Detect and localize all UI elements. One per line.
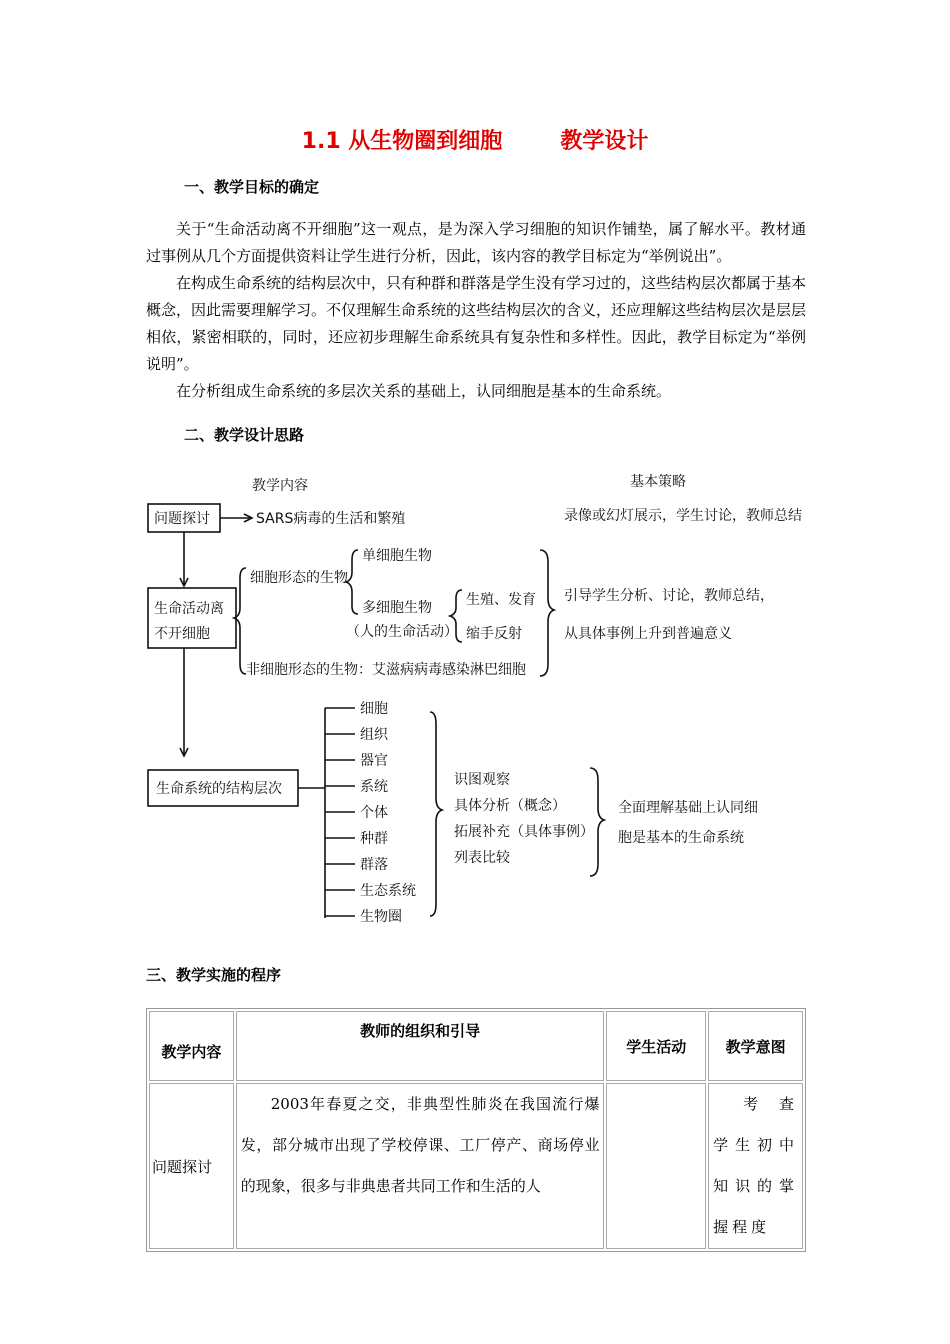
paragraph: 关于“生命活动离不开细胞”这一观点，是为深入学习细胞的知识作铺垫，属了解水平。教材通过事例从几个方面提供资料让学生进行分析，因此，该内容的教学目标定为“举例说出”。 xyxy=(146,220,806,265)
conclusion-line2: 胞是基本的生命系统 xyxy=(618,830,744,846)
design-flow-diagram xyxy=(140,468,820,938)
table-header-row xyxy=(149,1011,803,1081)
column-label-strategy: 基本策略 xyxy=(630,474,686,490)
level-item: 器官 xyxy=(360,753,388,769)
reproduce-label: 生殖、发育 xyxy=(466,592,536,608)
cell-form-label: 细胞形态的生物 xyxy=(250,570,348,586)
header-intent: 教学意图 xyxy=(708,1011,803,1081)
cell-content: 问题探讨 xyxy=(149,1083,234,1249)
conclusion-line1: 全面理解基础上认同细 xyxy=(618,800,758,816)
method-item: 识图观察 xyxy=(454,772,510,788)
header-content: 教学内容 xyxy=(149,1011,234,1081)
unicellular-label: 单细胞生物 xyxy=(362,548,432,564)
paragraph: 在构成生命系统的结构层次中，只有种群和群落是学生没有学习过的，这些结构层次都属于基本概念，因此需要理解学习。不仅理解生命系统的这些结构层次的含义，还应理解这些结构层次是层层相依，紧密相联的，同时，还应初步理解生命系统具有复杂性和多样性。因此，教学目标定为“举例说明”。 xyxy=(146,274,807,373)
header-student: 学生活动 xyxy=(606,1011,706,1081)
box-life-cell-line1: 生命活动离 xyxy=(154,601,224,617)
procedure-table xyxy=(146,1008,806,1252)
level-item: 个体 xyxy=(360,805,388,821)
section2-heading: 二、教学设计思路 xyxy=(184,426,305,444)
level-item: 种群 xyxy=(360,831,388,847)
table-row xyxy=(149,1083,803,1249)
section1-heading: 一、教学目标的确定 xyxy=(184,178,320,196)
section1-body xyxy=(146,216,806,405)
cell-student xyxy=(606,1083,706,1249)
level-item: 组织 xyxy=(360,727,388,743)
title-sub: 教学设计 xyxy=(560,129,649,154)
level-item: 生物圈 xyxy=(360,909,402,925)
cell-teacher: 2003年春夏之交，非典型性肺炎在我国流行爆发，部分城市出现了学校停课、工厂停产、商场停业的现象，很多与非典患者共同工作和生活的人 xyxy=(236,1083,605,1249)
box-structure-levels-label: 生命系统的结构层次 xyxy=(156,781,282,797)
header-teacher: 教师的组织和引导 xyxy=(236,1011,605,1081)
level-item: 细胞 xyxy=(360,701,388,717)
human-life-label: （人的生命活动） xyxy=(346,624,458,640)
column-label-content: 教学内容 xyxy=(252,478,308,494)
strategy-1: 录像或幻灯展示，学生讨论，教师总结 xyxy=(564,508,802,524)
strategy-2-line2: 从具体事例上升到普遍意义 xyxy=(564,626,732,642)
cell-intent: 考查学生初中知识的掌握程度 xyxy=(708,1083,803,1249)
method-item: 列表比较 xyxy=(454,850,510,866)
sars-label: SARS病毒的生活和繁殖 xyxy=(256,511,406,527)
strategy-2-line1: 引导学生分析、讨论，教师总结， xyxy=(564,588,774,604)
noncell-label: 非细胞形态的生物：艾滋病病毒感染淋巴细胞 xyxy=(246,662,526,678)
reflex-label: 缩手反射 xyxy=(466,626,522,642)
level-item: 生态系统 xyxy=(360,883,416,899)
level-item: 系统 xyxy=(360,779,388,795)
box-life-cell-line2: 不开细胞 xyxy=(154,626,210,642)
box-problem-label: 问题探讨 xyxy=(154,511,210,527)
multicellular-label: 多细胞生物 xyxy=(362,600,432,616)
method-item: 拓展补充（具体事例） xyxy=(454,824,594,840)
section3-heading: 三、教学实施的程序 xyxy=(146,966,282,984)
paragraph: 在分析组成生命系统的多层次关系的基础上，认同细胞是基本的生命系统。 xyxy=(176,382,672,400)
method-item: 具体分析（概念） xyxy=(454,798,566,814)
document-title xyxy=(0,124,950,155)
level-item: 群落 xyxy=(360,857,388,873)
title-main: 1.1 从生物圈到细胞 xyxy=(301,129,503,154)
